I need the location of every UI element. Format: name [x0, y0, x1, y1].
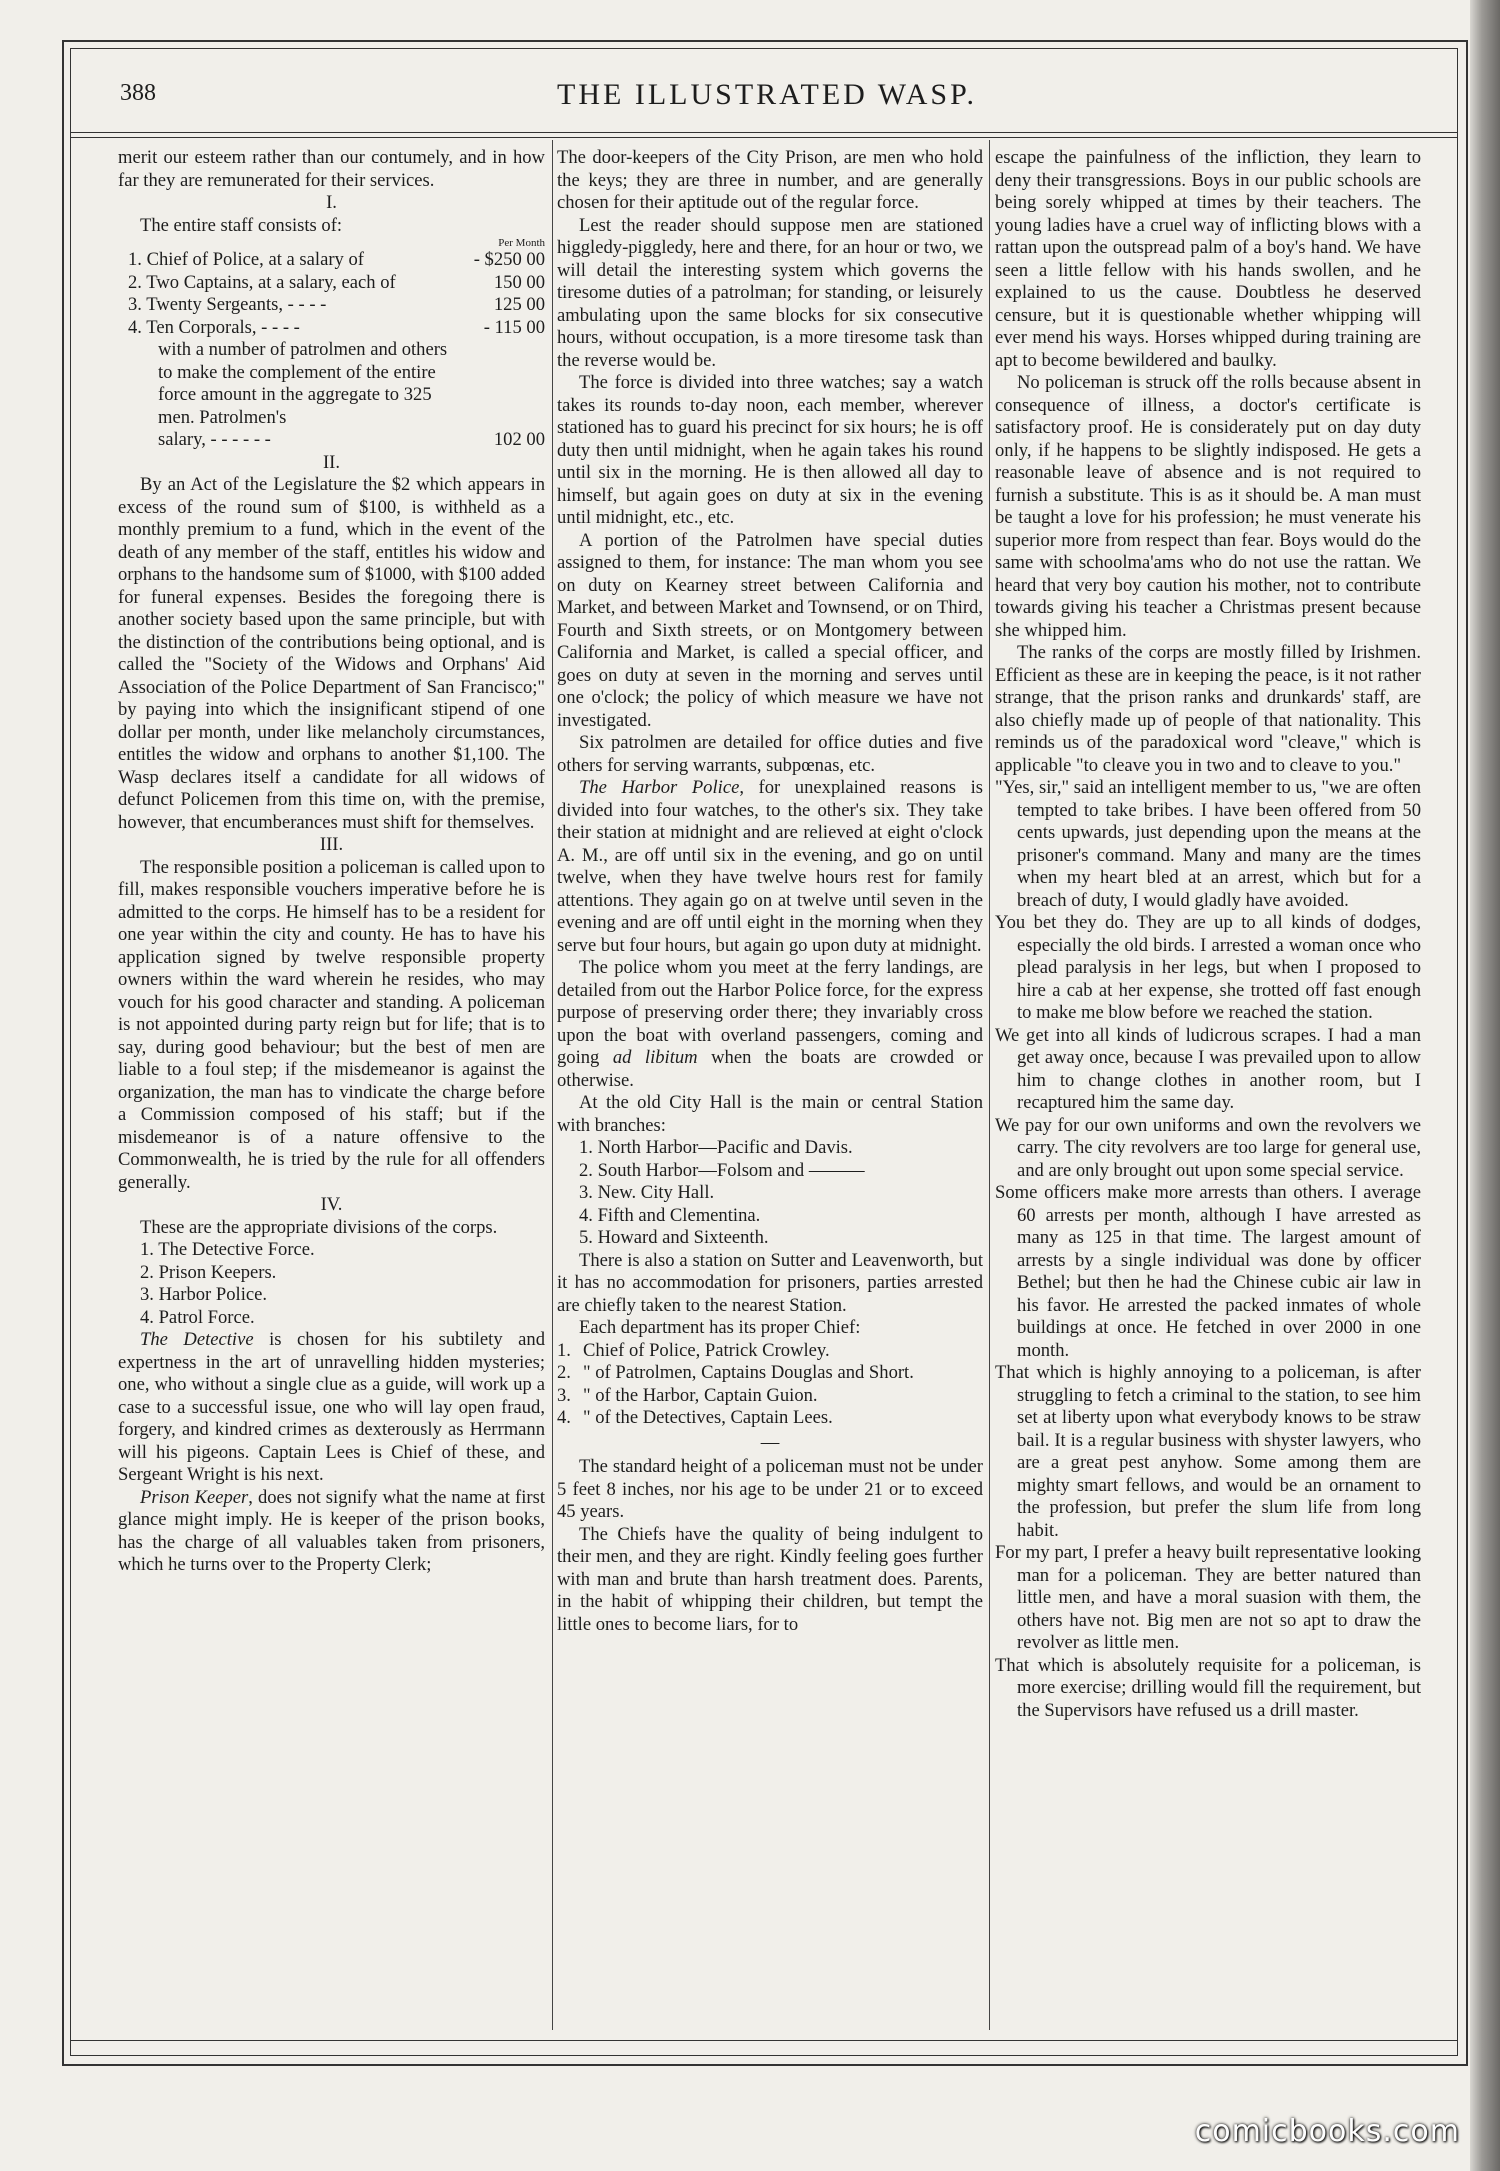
list-item: [557, 1362, 983, 1385]
footer-rule: [70, 2040, 1458, 2041]
list-item: 1. North Harbor—Pacific and Davis.: [579, 1137, 853, 1158]
page-header: [112, 78, 1422, 118]
section-heading: IV.: [320, 1194, 343, 1215]
paragraph-text: , does not signify what the name at first glance might imply. He is keeper of the prison books, has the charge of all valuables taken from prisoners, which he turns over to the Property Clerk;: [118, 1486, 545, 1575]
quote-paragraph: That which is absolutely requisite for a policeman, is more exercise; drilling would fill the requirement, but the Supervisors have refused us a drill master.: [995, 1654, 1421, 1721]
patrol-text: with a number of patrolmen and others to make the complement of the entire force amount in the aggregate to 325 men. Patrolmen's: [158, 339, 448, 428]
paragraph-text: , for unexplained reasons is divided into four watches, to the other's six. They take their station at midnight and are relieved at eight o'clock A. M., are off until six in the evening, and go on until twelve, when they have twelve hours rest for family attentions. They again go on at twelve until seven in the evening and are off until eight in the morning when they serve but four hours, but again go upon duty at midnight.: [557, 777, 983, 956]
paragraph: [118, 1487, 545, 1577]
watermark: comicbooks.com: [1194, 2114, 1460, 2149]
paragraph: The standard height of a policeman must not be under 5 feet 8 inches, nor his age to be under 21 or to exceed 45 years.: [557, 1456, 983, 1522]
salary-row: [128, 429, 545, 452]
paragraph: The Chiefs have the quality of being indulgent to their men, and they are right. Kindly feeling goes further with man and brute than harsh treatment does. Parents, in the habit of whipping their children, but tempt the little ones to become liars, for to: [557, 1523, 983, 1635]
salary-label: 3. Twenty Sergeants, - - - -: [128, 294, 327, 315]
salary-label: 2. Two Captains, at a salary, each of: [128, 271, 396, 293]
paragraph: There is also a station on Sutter and Leavenworth, but it has no accommodation for prisoners, parties arrested are chiefly taken to the nearest Station.: [557, 1249, 983, 1316]
stations-list: [557, 1137, 983, 1250]
paragraph: These are the appropriate divisions of the corps.: [140, 1216, 498, 1238]
list-item: 5. Howard and Sixteenth.: [579, 1227, 769, 1248]
salary-label: 4. Ten Corporals, - - - -: [128, 316, 300, 338]
column-2: [557, 147, 983, 2027]
paragraph: [118, 1329, 545, 1487]
salary-row: [128, 294, 545, 317]
paragraph: The entire staff consists of:: [140, 214, 343, 236]
paragraph: The force is divided into three watches; say a watch takes its rounds to-day noon, each member, wherever stationed has to guard his precinct for six hours; he is off duty then until midnight, when he again takes his round until six in the morning. He is then allowed all day to himself, but again goes on duty at six in the evening until midnight, etc., etc.: [557, 372, 983, 528]
section-heading: II.: [322, 451, 341, 473]
column-separator-2: [989, 140, 990, 2030]
list-item: 4. Patrol Force.: [140, 1306, 255, 1328]
column-3: [995, 147, 1421, 2027]
paragraph: By an Act of the Legislature the $2 which appears in excess of the round sum of $100, is withheld as a monthly premium to a fund, which in the event of the death of any member of the staff, entitles his widow and orphans to the handsome sum of $1000, with $100 added for funeral expenses. Besides the foregoing there is another society based upon the same principle, but with the distinction of the contributions being optional, and is called the "Society of the Widows and Orphans' Aid Association of the Police Department of San Francisco;" by paying into which the insignificant stipend of one dollar per month, under like melancholy circumstances, entitles the widow and orphans to another $1,100. The Wasp declares itself a candidate for all widows of defunct Policemen from this time on, with the premise, however, that encumberances must shift for themselves.: [118, 474, 545, 833]
quote-paragraph: That which is highly annoying to a policeman, is after struggling to fetch a criminal to the station, to see him set at liberty upon what everybody knows to be straw bail. It is a regular business with shyster lawyers, who are a great pest anyhow. Some among them are mighty smart fellows, and would be an ornament to the profession, but prefer the slum life from long habit.: [995, 1362, 1421, 1541]
paragraph-text: is chosen for his subtilety and expertness in the art of unravelling hidden mysteries; one, who without a single clue as a guide, will work up a case to a successful issue, one who will lay open fraud, forgery, and kindred crimes as dexterously as Herrmann will his pigeons. Captain Lees is Chief of these, and Sergeant Wright is his next.: [118, 1329, 545, 1485]
salary-label: 1. Chief of Police, at a salary of: [128, 249, 364, 270]
quote-paragraph: We pay for our own uniforms and own the revolvers we carry. The city revolvers are too large for general use, and are only brought out upon some special service.: [995, 1114, 1421, 1181]
column-separator-1: [552, 140, 553, 2030]
italic-phrase: ad libitum: [612, 1047, 698, 1068]
list-number: 1.: [557, 1339, 571, 1361]
quote-paragraph: For my part, I prefer a heavy built representative looking man for a policeman. They are better natured than little men, and have a moral suasion with them, the others have not. Big men are not so apt to draw the revolver as little men.: [995, 1542, 1421, 1653]
paragraph: Lest the reader should suppose men are stationed higgledy-piggledy, here and there, for an hour or two, we will detail the interesting system which governs the tiresome duties of a patrolman; for standing, or leisurely ambulating upon the same blocks for six consecutive hours, without occupation, is a more tiresome task than the reverse would be.: [557, 214, 983, 371]
salary-amount: - 115 00: [483, 316, 545, 338]
paragraph: At the old City Hall is the main or central Station with branches:: [557, 1092, 983, 1136]
separator-dash: —: [760, 1431, 780, 1453]
italic-lead: The Detective: [140, 1329, 254, 1350]
salary-amount: 102 00: [493, 429, 545, 450]
salary-list: [118, 249, 545, 452]
paragraph: Six patrolmen are detailed for office duties and five others for serving warrants, subpœnas, etc.: [557, 732, 983, 776]
paragraph-text: The police whom you meet at the ferry landings, are detailed from out the Harbor Police force, for the express purpose of preserving order there; they invariably cross upon the boat with overland passengers, coming and going: [557, 957, 983, 1068]
paragraph: The responsible position a policeman is called upon to fill, makes responsible vouchers imperative before he is admitted to the corps. He himself has to be a resident for one year within the city and county. He has to have his application signed by twelve responsible property owners within the ward wherein he resides, who may vouch for his good character and standing. A policeman is not appointed during party reign but for life; that is to say, during good behaviour; but the best of men are liable to a foul step; if the misdemeanor is against the organization, the man has to vindicate the charge before a Commission composed of his staff; but if the misdemeanor is of a nature offensive to the Commonwealth, he is tried by the rule for all offenders generally.: [118, 856, 545, 1193]
salary-label: salary, - - - - - -: [158, 429, 271, 450]
paragraph: escape the painfulness of the infliction, they learn to deny their transgressions. Boys in our public schools are being sorely whipped at times by their teachers. The young ladies have a cruel way of inflicting blows with a rattan upon the outspread palm of a boy's hand. We have seen a little fellow with his hands swollen, and he explained to us the cause. Doubtless he deserved censure, but it is questionable whether whipping will ever mend his ways. Horses whipped during training are apt to become bewildered and baulky.: [995, 147, 1421, 371]
paragraph: No policeman is struck off the rolls because absent in consequence of illness, a doctor's certificate is satisfactory proof. He is considerately put on day duty only, if he happens to be slightly indisposed. He gets a reasonable leave of absence and is not required to furnish a substitute. This is as it should be. A man must be taught a love for his profession; he must venerate his superior more from respect than fear. Boys would do the same with schoolma'ams who do not use the rattan. We heard that very boy caution his mother, not to contribute towards giving his teacher a Christmas present because she whipped him.: [995, 372, 1421, 641]
per-month-label: Per Month: [498, 237, 545, 249]
list-number: 3.: [557, 1384, 571, 1406]
paragraph: The door-keepers of the City Prison, are men who hold the keys; they are three in number, and are generally chosen for their aptitude out of the regular force.: [557, 147, 983, 213]
list-item: 1. The Detective Force.: [140, 1239, 315, 1260]
italic-lead: Prison Keeper: [140, 1486, 249, 1508]
salary-row: [128, 317, 545, 340]
italic-lead: The Harbor Police: [579, 777, 740, 798]
list-number: 2.: [557, 1362, 571, 1383]
list-item: 3. New. City Hall.: [579, 1182, 715, 1203]
salary-amount: 125 00: [493, 294, 545, 315]
header-rule: [70, 132, 1458, 133]
quote-paragraph: Some officers make more arrests than others. I average 60 arrests per month, although I have arrested as many as 125 in that time. The largest amount of arrests by a single individual was done by officer Bethel; but then he had the Chinese cubic air law in his favor. He arrested the packed inmates of whole buildings at once. He fetched in over 2000 in one month.: [995, 1182, 1421, 1361]
section-heading: I.: [326, 192, 337, 213]
page-number: 388: [120, 80, 156, 106]
section-heading: III.: [319, 834, 344, 855]
quote-paragraph: You bet they do. They are up to all kinds of dodges, especially the old birds. I arrested a woman once who plead paralysis in her legs, but when I proposed to hire a cab at her expense, she trotted off fast enough to make me blow before we reached the station.: [995, 912, 1421, 1023]
list-item: 2. Prison Keepers.: [140, 1261, 277, 1283]
salary-row: [128, 272, 545, 295]
paragraph: A portion of the Patrolmen have special duties assigned to them, for instance: The man whom you see on duty on Kearney street between California and Market, and between Market and Townsend, or on Third, Fourth and Sixth streets, or on Montgomery between California and Market, is called a special officer, and goes on duty at seven in the morning and serves until one o'clock; the policy of which measure we have not investigated.: [557, 529, 983, 731]
paragraph: The ranks of the corps are mostly filled by Irishmen. Efficient as these are in keeping the peace, is it not rather strange, that the prison ranks and drunkards' staff, are also chiefly made up of people of that nationality. This reminds us of the paradoxical word "cleave," which is applicable "to cleave you in two and to cleave to you.": [995, 642, 1421, 776]
paragraph-text: when the boats are crowded or otherwise.: [557, 1047, 983, 1091]
salary-amount: - $250 00: [473, 249, 545, 270]
quote-paragraph: We get into all kinds of ludicrous scrapes. I had a man get away once, because I was prevailed upon to allow him to change clothes in another room, but I recaptured him the same day.: [995, 1024, 1421, 1113]
list-item: 4. Fifth and Clementina.: [579, 1204, 761, 1226]
divisions-list: [118, 1239, 545, 1329]
list-item: 3. Harbor Police.: [140, 1284, 268, 1305]
list-item: [557, 1385, 983, 1408]
quote-paragraph: "Yes, sir," said an intelligent member to us, "we are often tempted to take bribes. I have been offered from 50 cents upwards, just depending upon the means at the prisoner's command. Many and many are the times when my heart bled at an arrest, which but for a breach of duty, I would gladly have avoided.: [995, 777, 1421, 911]
salary-row: [128, 249, 545, 272]
column-1: [118, 147, 545, 2027]
list-text: " of the Harbor, Captain Guion.: [583, 1384, 818, 1406]
list-item: 2. South Harbor—Folsom and ———: [579, 1159, 865, 1181]
list-item: [557, 1407, 983, 1430]
list-text: Chief of Police, Patrick Crowley.: [583, 1339, 830, 1361]
header-rule-secondary: [70, 137, 1458, 138]
paragraph: merit our esteem rather than our contumely, and in how far they are remunerated for their services.: [118, 147, 545, 191]
list-text: " of Patrolmen, Captains Douglas and Short.: [583, 1362, 914, 1383]
page-edge-shadow: [1470, 0, 1500, 2171]
list-number: 4.: [557, 1407, 571, 1428]
list-text: " of the Detectives, Captain Lees.: [583, 1407, 833, 1428]
page-title: THE ILLUSTRATED WASP.: [557, 78, 977, 111]
list-item: [557, 1340, 983, 1363]
chiefs-list: [557, 1340, 983, 1430]
salary-amount: 150 00: [493, 271, 545, 293]
paragraph: [557, 957, 983, 1092]
paragraph: [557, 777, 983, 957]
paragraph: Each department has its proper Chief:: [579, 1317, 861, 1338]
